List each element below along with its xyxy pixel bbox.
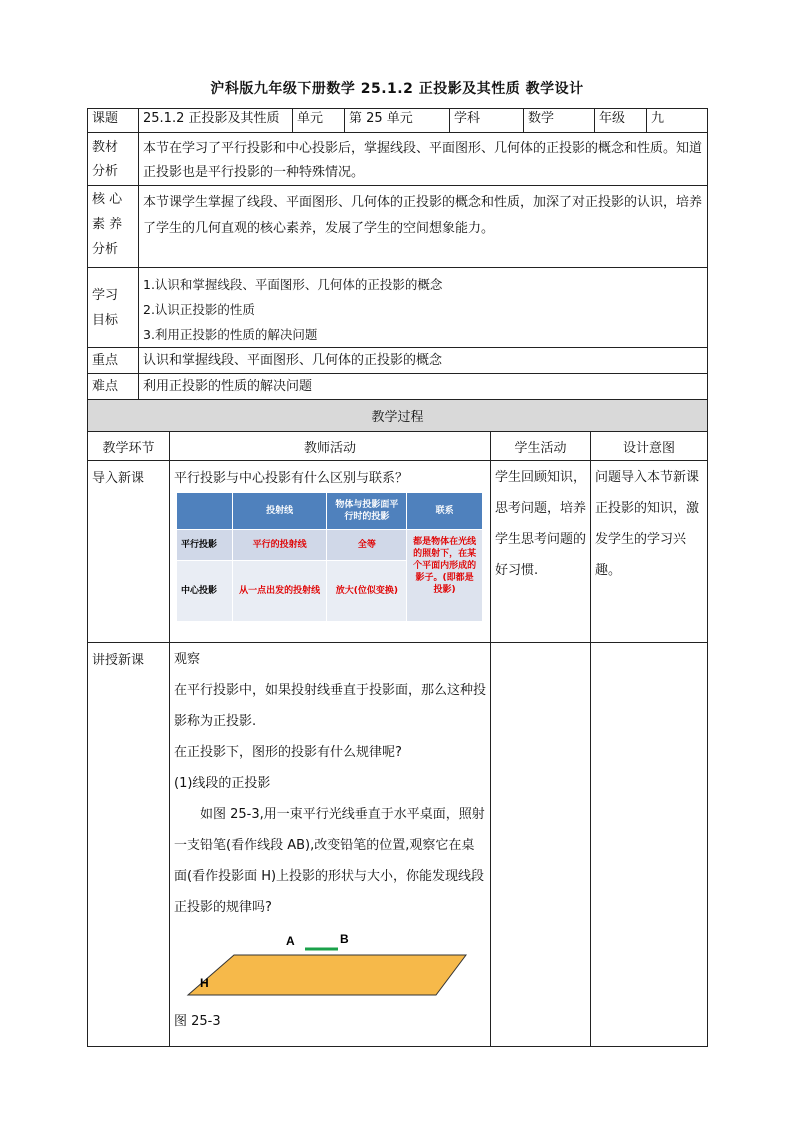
label-hexin-2: 素 养 (92, 217, 123, 232)
intro-design-intent: 问题导入本节新课正投影的知识，激发学生的学习兴趣。 (591, 461, 708, 643)
info-row-hexin (88, 186, 708, 268)
compare-label-central: 中心投影 (177, 561, 233, 622)
stage-new: 讲授新课 (88, 643, 170, 1047)
label-hexin-1: 核 心 (92, 192, 123, 207)
value-keti: 25.1.2 正投影及其性质 (139, 109, 293, 133)
info-row-basic (88, 109, 708, 133)
compare-header-parallel-projection: 物体与投影面平行时的投影 (327, 493, 407, 530)
intro-student-activity: 学生回顾知识，思考问题，培养学生思考问题的好习惯. (491, 461, 591, 643)
label-b: B (340, 933, 349, 946)
page-title: 沪科版九年级下册数学 25.1.2 正投影及其性质 教学设计 (210, 81, 584, 97)
new-p1: 观察 (174, 652, 201, 667)
new-student-activity (491, 643, 591, 1047)
col-intent: 设计意图 (591, 432, 708, 461)
mubiao-item: 3.利用正投影的性质的解决问题 (143, 327, 318, 342)
row-intro (88, 461, 708, 643)
label-keti: 课题 (88, 109, 139, 133)
col-teacher: 教师活动 (170, 432, 491, 461)
mubiao-item: 2.认识正投影的性质 (143, 302, 255, 317)
label-jiaocai-2: 分析 (92, 164, 119, 179)
figure-caption: 图 25-3 (174, 1014, 221, 1029)
compare-header-empty (177, 493, 233, 530)
info-row-jiaocai (88, 133, 708, 186)
compare-parallel-result: 全等 (327, 530, 407, 561)
info-table (87, 108, 708, 400)
col-student: 学生活动 (491, 432, 591, 461)
mubiao-item: 1.认识和掌握线段、平面图形、几何体的正投影的概念 (143, 277, 443, 292)
col-stage: 教学环节 (88, 432, 170, 461)
value-xueke: 数学 (524, 109, 595, 133)
zhongdian-text: 认识和掌握线段、平面图形、几何体的正投影的概念 (139, 348, 708, 374)
label-zhongdian: 重点 (88, 348, 139, 374)
new-design-intent (591, 643, 708, 1047)
compare-header-link: 联系 (407, 493, 483, 530)
new-p4: (1)线段的正投影 (174, 776, 271, 791)
new-p5: 如图 25-3,用一束平行光线垂直于水平桌面，照射一支铅笔(看作线段 AB),改变铅笔的位置,观察它在桌面(看作投影面 H)上投影的形状与大小，你能发现线段正投影的规律吗? (174, 807, 485, 915)
compare-link-text: 都是物体在光线的照射下，在某个平面内形成的影子。(即都是投影) (407, 530, 483, 622)
compare-central-result: 放大(位似变换) (327, 561, 407, 622)
label-hexin-3: 分析 (92, 242, 119, 257)
hexin-text: 本节课学生掌握了线段、平面图形、几何体的正投影的概念和性质，加深了对正投影的认识，培养了学生的几何直观的核心素养，发展了学生的空间想象能力。 (139, 186, 708, 268)
nandian-text: 利用正投影的性质的解决问题 (139, 374, 708, 400)
compare-label-parallel: 平行投影 (177, 530, 233, 561)
value-danyuan: 第 25 单元 (345, 109, 450, 133)
label-a: A (286, 934, 295, 948)
intro-question: 平行投影与中心投影有什么区别与联系？ (174, 471, 409, 486)
value-nianji: 九 (647, 109, 708, 133)
process-column-headers (88, 432, 708, 461)
compare-central-ray: 从一点出发的投射线 (232, 561, 327, 622)
stage-intro: 导入新课 (88, 461, 170, 643)
jiaocai-text: 本节在学习了平行投影和中心投影后，掌握线段、平面图形、几何体的正投影的概念和性质。知道正投影也是平行投影的一种特殊情况。 (139, 133, 708, 186)
row-new-lesson (88, 643, 708, 1047)
projection-compare-table (176, 492, 483, 622)
info-row-nandian (88, 374, 708, 400)
label-danyuan: 单元 (293, 109, 345, 133)
label-mubiao-1: 学习 (92, 288, 119, 303)
figure-25-3 (174, 933, 484, 1003)
new-p2: 在平行投影中，如果投射线垂直于投影面，那么这种投影称为正投影. (174, 683, 487, 729)
label-nianji: 年级 (595, 109, 647, 133)
process-header: 教学过程 (88, 400, 708, 432)
label-h: H (200, 976, 209, 990)
label-nandian: 难点 (88, 374, 139, 400)
compare-header-ray: 投射线 (232, 493, 327, 530)
process-table (87, 399, 708, 1047)
label-xueke: 学科 (450, 109, 524, 133)
info-row-zhongdian (88, 348, 708, 374)
new-p3: 在正投影下，图形的投影有什么规律呢? (174, 745, 402, 760)
label-jiaocai-1: 教材 (92, 140, 119, 155)
label-mubiao-2: 目标 (92, 313, 119, 328)
compare-parallel-ray: 平行的投射线 (232, 530, 327, 561)
info-row-mubiao (88, 268, 708, 348)
plane-h (188, 955, 466, 995)
